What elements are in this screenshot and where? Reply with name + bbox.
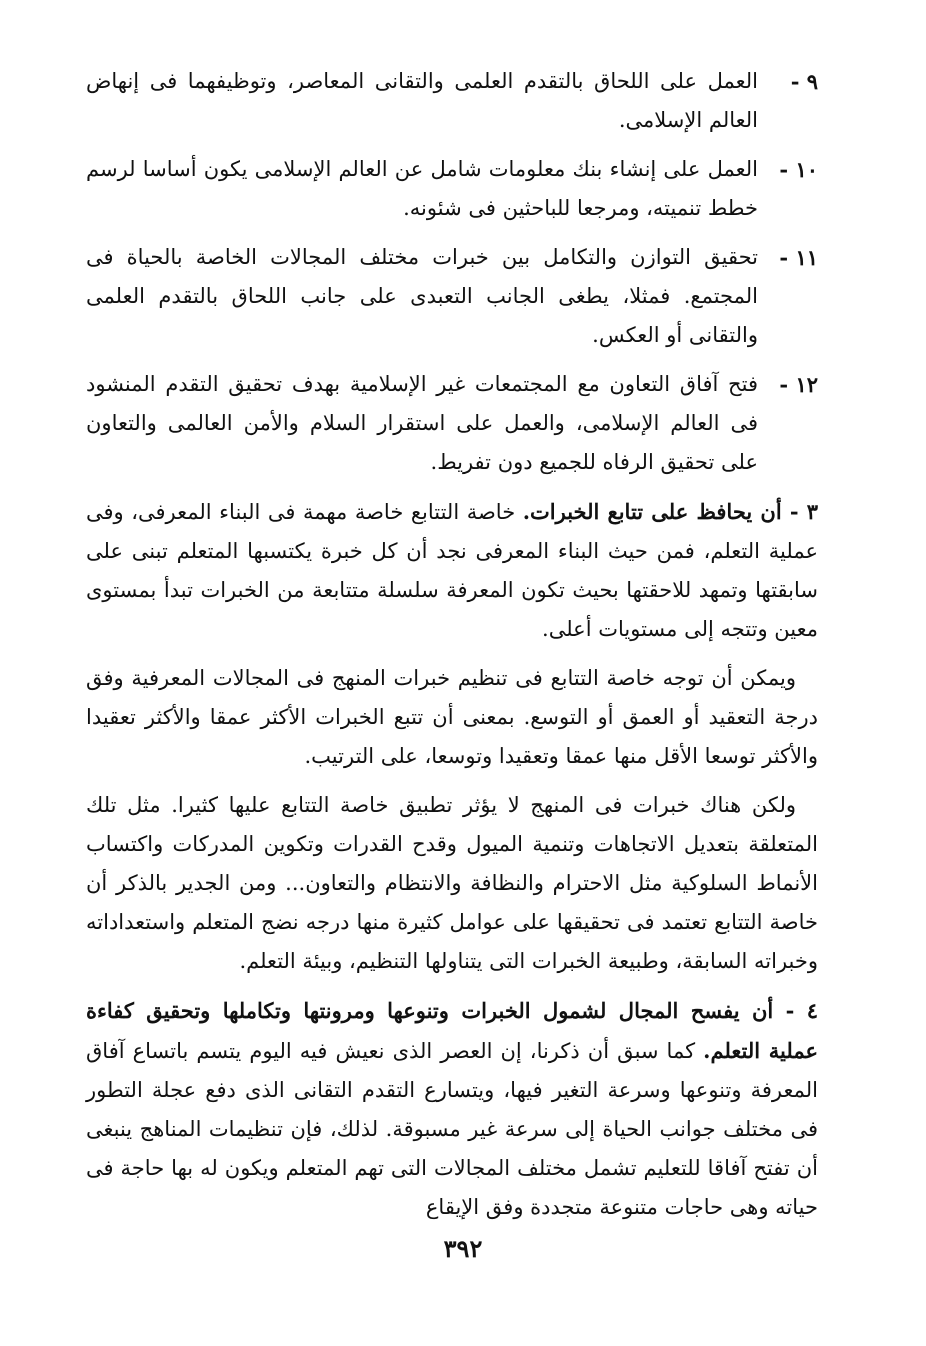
list-item: [86, 365, 818, 482]
section-4-paragraph: [86, 991, 818, 1227]
section-3-heading: ٣ - أن يحافظ على تتابع الخبرات.: [522, 499, 818, 524]
page-number: ٣٩٢: [443, 1234, 483, 1263]
page-body: [86, 62, 818, 1222]
list-item-number: ١٠ -: [779, 157, 818, 182]
list-item-number: ١٢ -: [779, 372, 818, 397]
list-item-text: فتح آفاق التعاون مع المجتمعات غير الإسلامية بهدف تحقيق التقدم المنشود فى العالم الإسلامى، والعمل على استقرار السلام والأمن العالمى والتعاون على تحقيق الرفاه للجميع دون تفريط.: [86, 372, 758, 474]
list-item-text: تحقيق التوازن والتكامل بين خبرات مختلف المجالات الخاصة بالحياة فى المجتمع. فمثلا، يطغى الجانب التعبدى على جانب اللحاق بالتقدم العلمى والتقانى أو العكس.: [86, 245, 758, 347]
list-item: [86, 238, 818, 355]
list-item: [86, 150, 818, 228]
section-4-heading: ٤ - أن يفسح المجال لشمول الخبرات وتنوعها ومرونتها وتكاملها وتحقيق كفاءة عملية التعلم.: [86, 998, 818, 1063]
section-3-text: خاصة التتابع خاصة مهمة فى البناء المعرفى، وفى عملية التعلم، فمن حيث البناء المعرفى نجد أن كل خبرة يكتسبها المتعلم تبنى على سابقتها وتمهد للاحقتها بحيث تكون المعرفة سلسلة متتابعة من الخبرات تبدأ بمستوى معين وتتجه إلى مستويات أعلى.: [86, 500, 818, 641]
list-item-text: العمل على إنشاء بنك معلومات شامل عن العالم الإسلامى يكون أساسا لرسم خطط تنميته، ومرجعا للباحثين فى شئونه.: [86, 157, 758, 220]
list-item: [86, 62, 818, 140]
list-item-text: العمل على اللحاق بالتقدم العلمى والتقانى المعاصر، وتوظيفهما فى إنهاض العالم الإسلامى.: [86, 69, 758, 132]
list-item-number: ١١ -: [779, 245, 818, 270]
paragraph-b: ولكن هناك خبرات فى المنهج لا يؤثر تطبيق خاصة التتابع عليها كثيرا. مثل تلك المتعلقة بتعديل الاتجاهات وتنمية الميول وقدح القدرات وتكوين المدركات واكتساب الأنماط السلوكية مثل الاحترام والنظافة والانتظام والتعاون... ومن الجدير بالذكر أن خاصة التتابع تعتمد فى تحقيقها على عوامل كثيرة منها درجه نضج المتعلم واستعداداته وخبراته السابقة، وطبيعة الخبرات التى يتناولها التنظيم، وبيئة التعلم.: [86, 793, 818, 973]
list-item-number: ٩ -: [790, 69, 818, 94]
section-3-paragraph: [86, 492, 818, 649]
section-4-text: كما سبق أن ذكرنا، إن العصر الذى نعيش فيه اليوم يتسم باتساع آفاق المعرفة وتنوعها وسرعة التغير فيها، ويتسارع التقدم التقانى الذى دفع عجلة التطور فى مختلف جوانب الحياة إلى سرعة غير مسبوقة. لذلك، فإن تنظيمات المناهج ينبغى أن تفتح آفاقا للتعليم تشمل مختلف المجالات التى تهم المتعلم ويكون له بها حاجة فى حياته وهى حاجات متنوعة متجددة وفق الإيقاع: [86, 1039, 818, 1219]
paragraph-a: ويمكن أن توجه خاصة التتابع فى تنظيم خبرات المنهج فى المجالات المعرفية وفق درجة التعقيد أو العمق أو التوسع. بمعنى أن تتبع الخبرات الأكثر عمقا والأكثر تعقيدا والأكثر توسعا الأقل منها عمقا وتعقيدا وتوسعا، على الترتيب.: [86, 666, 818, 768]
